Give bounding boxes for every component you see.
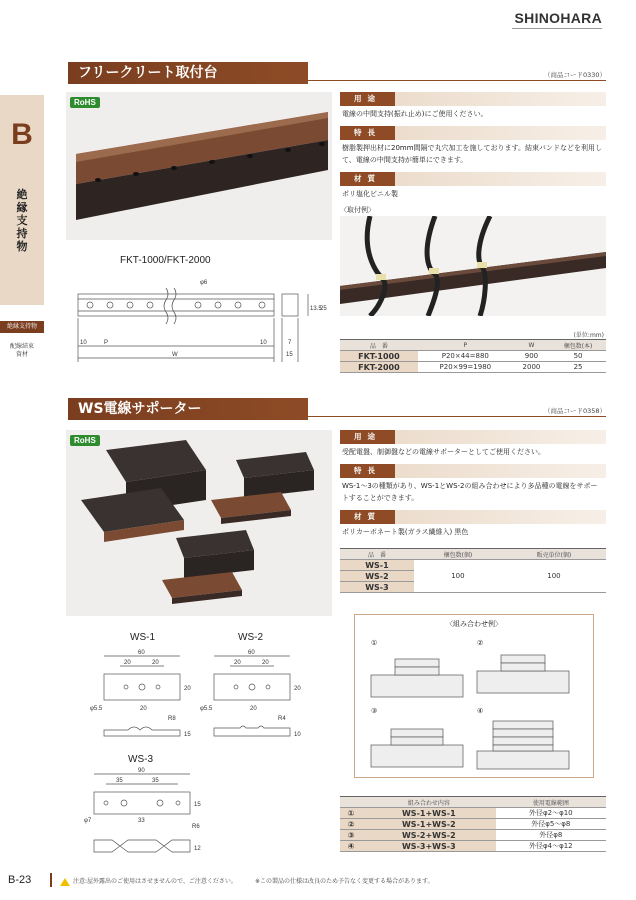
dim-10-right: 10 xyxy=(260,340,267,346)
spec-text-feature: 樹脂製押出材に20mm間隔で丸穴加工を施しております。結束バンドなどを利用して、電線の中間支持が簡単にできます。 xyxy=(342,144,602,164)
spec-heading-feature: 特長 xyxy=(340,464,395,478)
dim-20: 20 xyxy=(262,660,269,666)
dim-20: 20 xyxy=(140,706,147,712)
mount-example-photo xyxy=(340,216,606,316)
spec-panel-ws xyxy=(340,430,606,544)
table-cell-model: WS-1 xyxy=(340,560,414,571)
table-cell: 900 xyxy=(513,351,550,362)
warning-icon xyxy=(60,878,70,886)
table-cell-combo: WS-1+WS-1 xyxy=(362,808,496,819)
table-cell-num: ② xyxy=(340,819,362,830)
footer-warning xyxy=(60,876,237,886)
dim-pitch: P xyxy=(104,340,109,346)
table-row xyxy=(340,560,606,571)
table-cell-range: 外径φ2〜φ10 xyxy=(496,808,606,819)
spec-text-use: 受配電盤、制御盤などの電線サポーターとしてご使用ください。 xyxy=(342,448,545,456)
dim-width: W xyxy=(172,352,178,358)
dim-20: 20 xyxy=(124,660,131,666)
table-cell-pack: 100 xyxy=(414,560,502,593)
table-cell: P20×44=880 xyxy=(418,351,513,362)
dim-height-20: 20 xyxy=(294,686,301,692)
table-cell-num: ③ xyxy=(340,830,362,841)
dim-phi: φ5.5 xyxy=(200,706,213,712)
dim-33: 33 xyxy=(138,818,145,824)
page-number: B-23 xyxy=(8,874,32,886)
dim-radius: R6 xyxy=(192,824,200,830)
combo-num-3: ③ xyxy=(371,708,378,715)
unit-label: (単位:mm) xyxy=(573,332,604,339)
drawing-label-ws1: WS-1 xyxy=(130,632,155,643)
dim-25: 25 xyxy=(320,306,327,312)
combo-num-4: ④ xyxy=(477,708,484,715)
table-cell-combo: WS-2+WS-2 xyxy=(362,830,496,841)
drawing-label-fkt: FKT-1000/FKT-2000 xyxy=(120,255,211,266)
section-title-fkt: フリークリート取付台 xyxy=(68,62,308,84)
dim-20: 20 xyxy=(234,660,241,666)
table-header: W xyxy=(513,340,550,351)
product-code: （商品コード0330） xyxy=(543,71,606,79)
drawing-label-ws2: WS-2 xyxy=(238,632,263,643)
table-cell-num: ④ xyxy=(340,841,362,852)
table-header: 品 番 xyxy=(340,340,418,351)
table-cell-num: ① xyxy=(340,808,362,819)
dim-35: 35 xyxy=(116,778,123,784)
table-cell-range: 外径φ5〜φ8 xyxy=(496,819,606,830)
dim-13-5: 13.5 xyxy=(310,306,322,312)
spec-heading-use: 用途 xyxy=(340,92,395,106)
ws-parts-illustration xyxy=(66,430,332,616)
fkt-spec-table xyxy=(340,339,606,373)
ws2-drawing xyxy=(200,644,310,744)
section-title-ws: WS電線サポーター xyxy=(68,398,308,420)
product-photo-ws xyxy=(66,430,332,616)
dim-10: 10 xyxy=(294,732,301,738)
table-cell-combo: WS-1+WS-2 xyxy=(362,819,496,830)
table-cell: 25 xyxy=(550,362,606,373)
table-header: 販売単位(個) xyxy=(502,549,606,560)
spec-heading-use: 用途 xyxy=(340,430,395,444)
dim-20: 20 xyxy=(250,706,257,712)
table-header: 品 番 xyxy=(340,549,414,560)
table-cell-model: FKT-1000 xyxy=(340,351,418,362)
fkt-rail-illustration xyxy=(66,92,332,240)
table-cell-range: 外径φ8 xyxy=(496,830,606,841)
section-divider xyxy=(300,80,606,81)
dim-15: 15 xyxy=(184,732,191,738)
table-cell-range: 外径φ4〜φ12 xyxy=(496,841,606,852)
mount-example-label: 〈取付例〉 xyxy=(340,206,375,214)
table-header: P xyxy=(418,340,513,351)
combo-num-2: ② xyxy=(477,640,484,647)
ws1-drawing xyxy=(90,644,200,744)
table-row xyxy=(340,362,606,373)
table-row xyxy=(340,351,606,362)
table-cell: 2000 xyxy=(513,362,550,373)
combination-title: 〈組み合わせ例〉 xyxy=(446,620,502,628)
brand-logo: SHINOHARA xyxy=(514,10,602,26)
table-cell-model: WS-2 xyxy=(340,571,414,582)
spec-panel-fkt xyxy=(340,92,606,206)
dim-15: 15 xyxy=(194,802,201,808)
footer-warning-text: 注意:屋外露出のご使用はさせませんので、ご注意ください。 xyxy=(73,878,237,885)
table-cell: P20×99=1980 xyxy=(418,362,513,373)
table-header: 使用電線範囲 xyxy=(496,797,606,808)
table-cell-model: FKT-2000 xyxy=(340,362,418,373)
table-cell-model: WS-3 xyxy=(340,582,414,593)
dim-35: 35 xyxy=(152,778,159,784)
drawing-label-ws3: WS-3 xyxy=(128,754,153,765)
table-cell: 50 xyxy=(550,351,606,362)
dim-phi: φ5.5 xyxy=(90,706,103,712)
side-menu-active[interactable]: 絶縁支持物 xyxy=(0,321,44,333)
ws3-drawing xyxy=(84,766,214,866)
table-cell-unit: 100 xyxy=(502,560,606,593)
dim-90: 90 xyxy=(138,768,145,774)
table-header: 梱包数(本) xyxy=(550,340,606,351)
dim-15: 15 xyxy=(286,352,293,358)
side-tab-letter: B xyxy=(11,118,33,151)
combination-illustrations xyxy=(355,629,593,779)
dim-12: 12 xyxy=(194,846,201,852)
dim-7: 7 xyxy=(288,340,292,346)
mount-example-illustration xyxy=(340,216,606,316)
rohs-badge: RoHS xyxy=(70,97,100,108)
combination-examples xyxy=(354,614,594,778)
dim-radius: R4 xyxy=(278,716,286,722)
dim-radius: R8 xyxy=(168,716,176,722)
table-header: 組み合わせ内容 xyxy=(362,797,496,808)
dim-10-left: 10 xyxy=(80,340,87,346)
table-header xyxy=(340,797,362,808)
product-photo-fkt xyxy=(66,92,332,240)
ws-spec-table xyxy=(340,548,606,593)
brand-underline xyxy=(512,28,602,29)
table-row xyxy=(340,830,606,841)
combo-num-1: ① xyxy=(371,640,378,647)
footer-note: ※この製品の仕様は改良のため予告なく変更する場合があります。 xyxy=(255,878,434,885)
dim-60: 60 xyxy=(248,650,255,656)
table-row xyxy=(340,808,606,819)
dim-20: 20 xyxy=(152,660,159,666)
spec-text-use: 電線の中間支持(振れ止め)にご使用ください。 xyxy=(342,110,488,118)
side-menu-item[interactable]: 配線結束資材 xyxy=(9,343,34,358)
spec-text-material: ポリ塩化ビニル製 xyxy=(342,190,398,198)
spec-heading-feature: 特長 xyxy=(340,126,395,140)
spec-heading-material: 材質 xyxy=(340,172,395,186)
product-code: （商品コード0358） xyxy=(543,407,606,415)
dim-phi: φ7 xyxy=(84,818,92,824)
table-cell-combo: WS-3+WS-3 xyxy=(362,841,496,852)
rohs-badge: RoHS xyxy=(70,435,100,446)
spec-text-feature: WS-1〜3の種類があり、WS-1とWS-2の組み合わせにより多品種の電線をサポートすることができます。 xyxy=(342,482,598,502)
dim-60: 60 xyxy=(138,650,145,656)
table-row xyxy=(340,841,606,852)
spec-text-material: ポリカーボネート製(ガラス繊維入) 黒色 xyxy=(342,528,469,536)
section-divider xyxy=(300,416,606,417)
combination-table xyxy=(340,796,606,852)
side-tab-category: 絶縁支持物 xyxy=(16,188,28,253)
spec-heading-material: 材質 xyxy=(340,510,395,524)
fkt-technical-drawing xyxy=(66,266,336,366)
dim-phi6: φ6 xyxy=(200,280,208,286)
table-row xyxy=(340,819,606,830)
table-header: 梱包数(個) xyxy=(414,549,502,560)
dim-height-20: 20 xyxy=(184,686,191,692)
